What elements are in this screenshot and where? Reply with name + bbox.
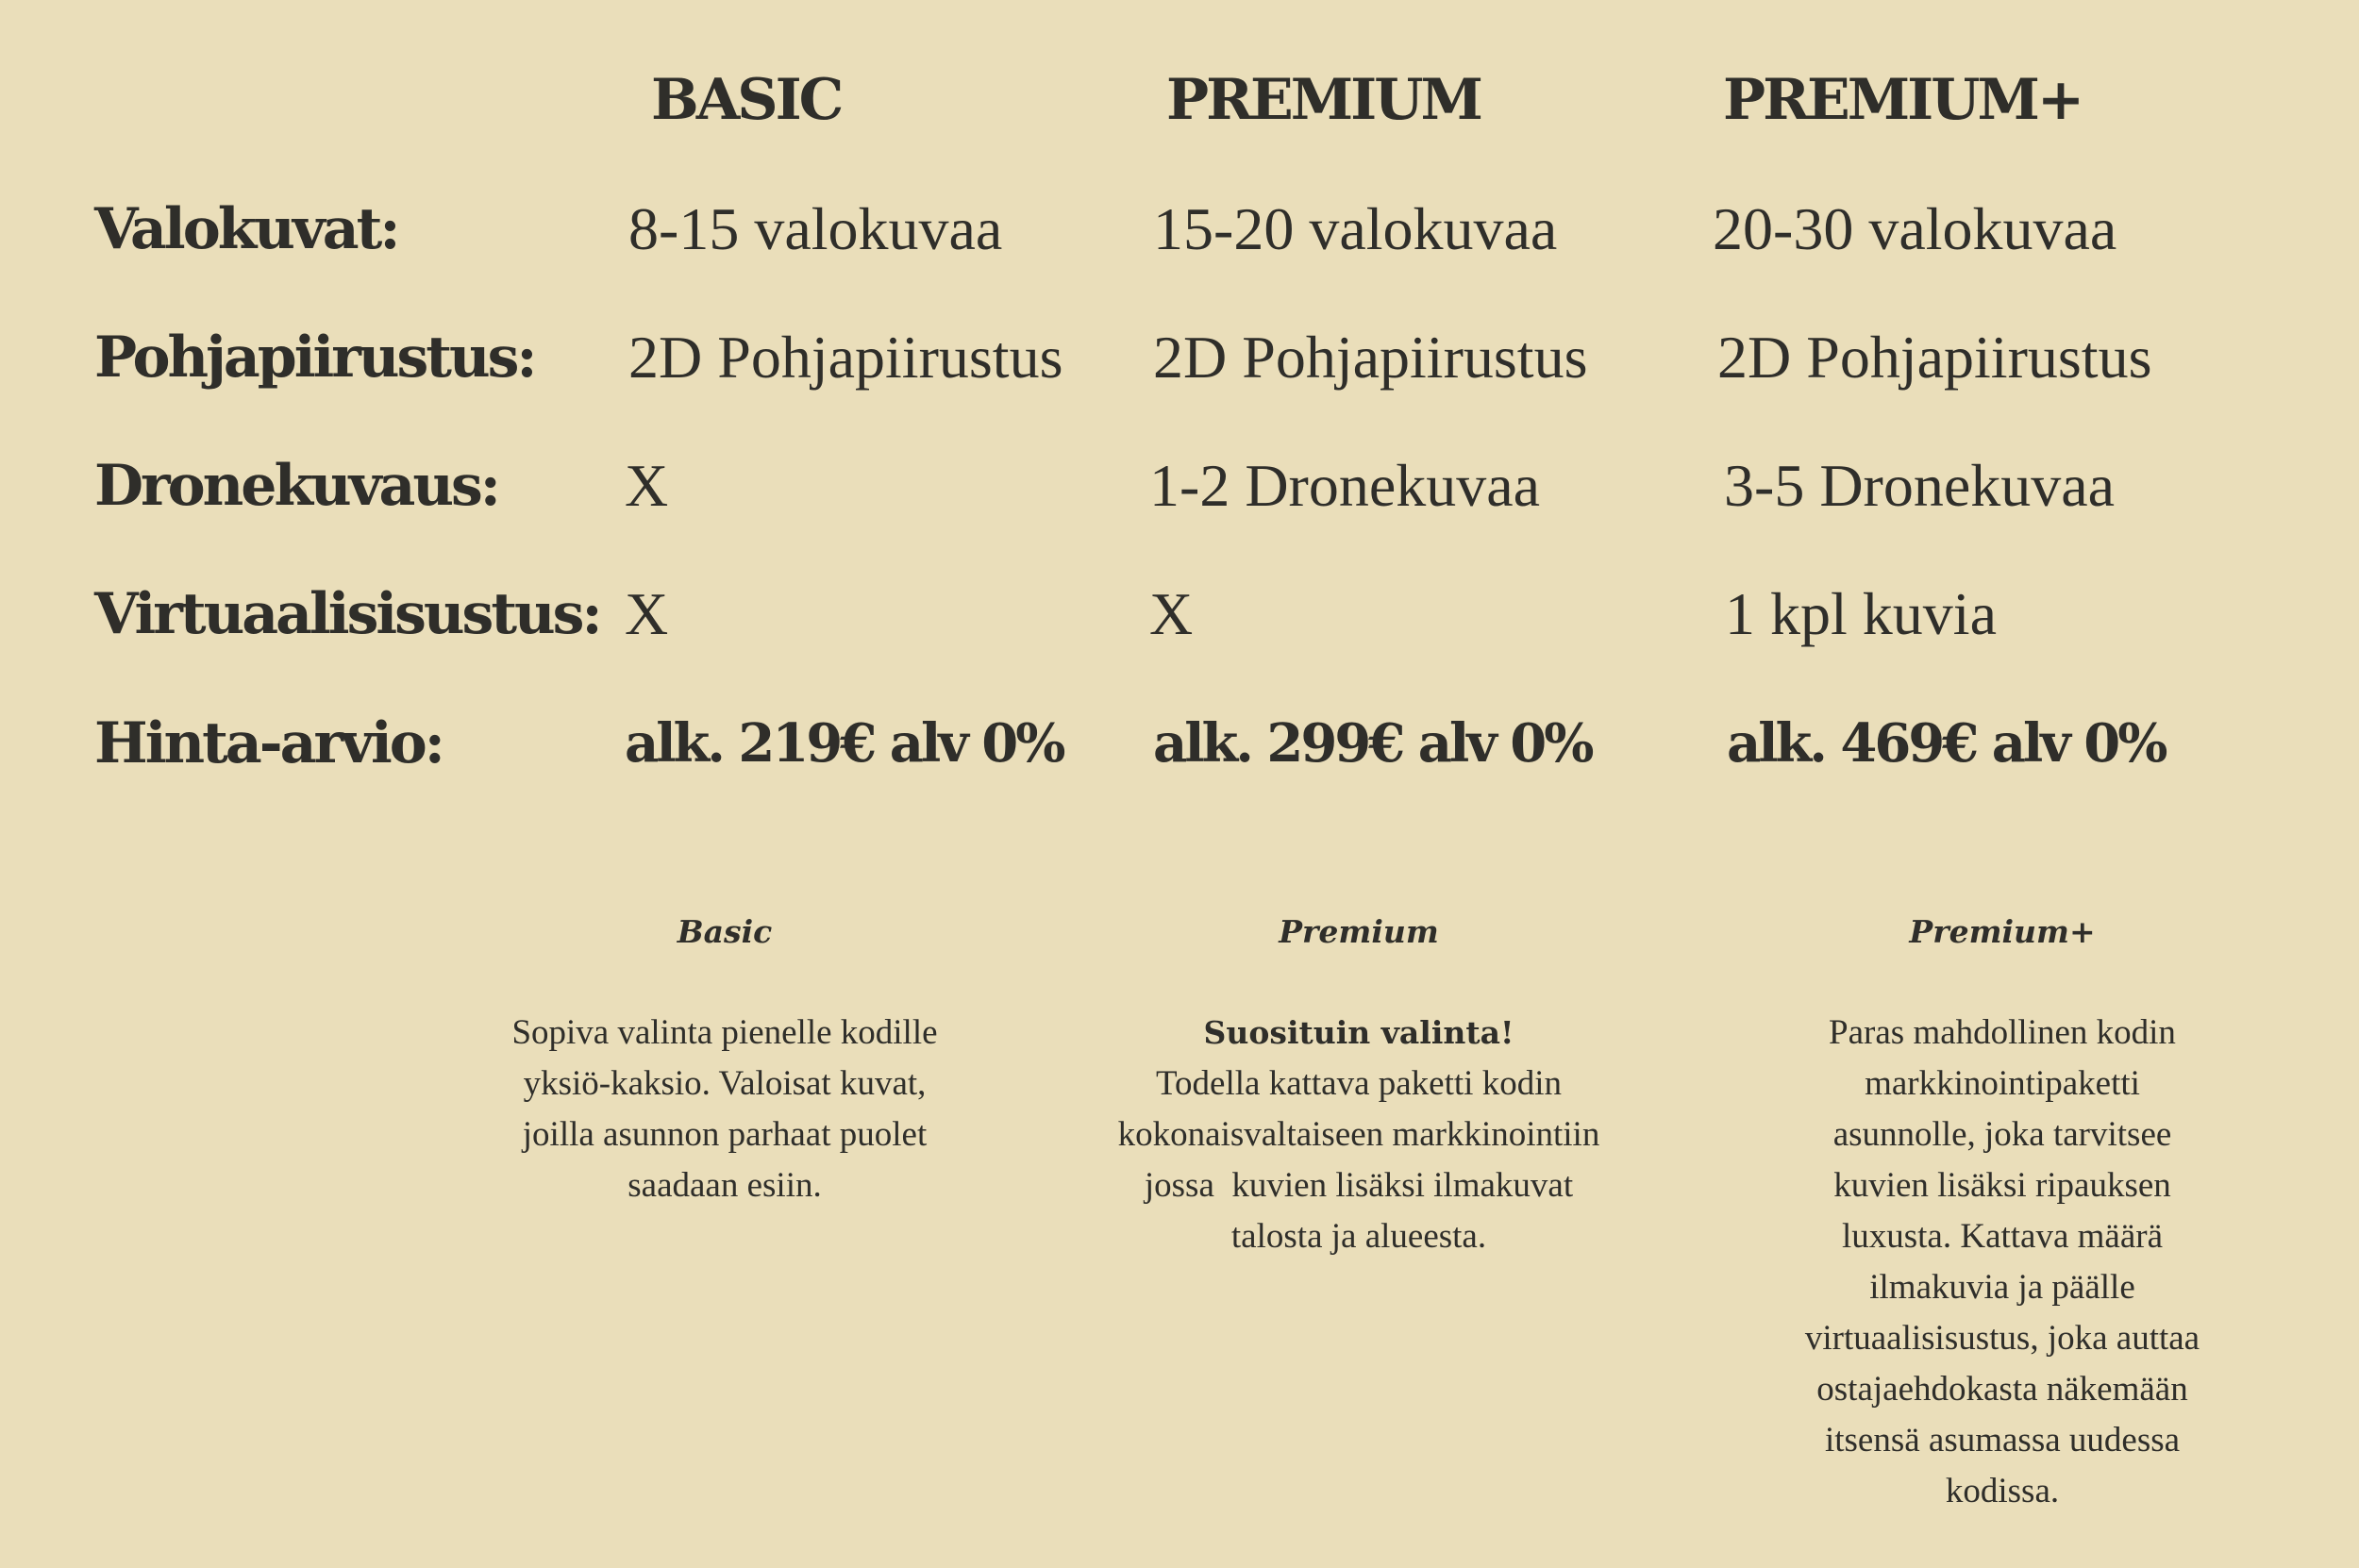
description-highlight: Suosituin valinta! (1203, 1014, 1514, 1051)
cell-price-premium-plus: alk. 469€ alv 0% (1727, 712, 2166, 775)
description-line: Sopiva valinta pienelle kodille (511, 1013, 938, 1052)
row-label-valokuvat: Valokuvat: (94, 196, 398, 262)
cell-pohjapiirustus-premium: 2D Pohjapiirustus (1153, 324, 1588, 391)
cell-pohjapiirustus-premium-plus: 2D Pohjapiirustus (1717, 324, 2152, 391)
description-line: itsensä asumassa uudessa (1824, 1421, 2181, 1460)
row-label-pohjapiirustus: Pohjapiirustus: (94, 325, 535, 391)
row-label-hinta-arvio: Hinta-arvio: (94, 710, 443, 776)
plan-heading-premium-plus: PREMIUM+ (1723, 67, 2083, 133)
description-line: ilmakuvia ja päälle (1869, 1268, 2135, 1307)
cell-virtuaalisisustus-basic: X (625, 580, 669, 647)
description-line: virtuaalisisustus, joka auttaa (1804, 1319, 2200, 1358)
description-body-premium-plus (1710, 1008, 2295, 1517)
description-body-premium (1038, 1008, 1680, 1262)
description-line: jossa kuvien lisäksi ilmakuvat (1144, 1166, 1574, 1205)
row-label-dronekuvaus: Dronekuvaus: (94, 453, 498, 519)
description-line: ostajaehdokasta näkemään (1816, 1370, 2188, 1409)
description-line: asunnolle, joka tarvitsee (1832, 1115, 2172, 1154)
cell-dronekuvaus-premium: 1-2 Dronekuvaa (1149, 452, 1541, 519)
cell-price-basic: alk. 219€ alv 0% (625, 712, 1063, 775)
cell-dronekuvaus-basic: X (625, 452, 669, 519)
description-line: yksiö-kaksio. Valoisat kuvat, (523, 1064, 927, 1103)
cell-valokuvat-premium-plus: 20-30 valokuvaa (1713, 195, 2117, 262)
description-line: kokonaisvaltaiseen markkinointiin (1117, 1115, 1600, 1154)
description-line: Todella kattava paketti kodin (1156, 1064, 1562, 1103)
description-line: talosta ja alueesta. (1230, 1217, 1487, 1256)
description-line: kuvien lisäksi ripauksen (1833, 1166, 2171, 1205)
description-body-basic (442, 1008, 1008, 1211)
description-line: kodissa. (1945, 1472, 2060, 1510)
description-line: saadaan esiin. (627, 1166, 822, 1205)
cell-valokuvat-basic: 8-15 valokuvaa (628, 195, 1003, 262)
description-title-basic: Basic (677, 913, 773, 950)
description-title-premium: Premium (1279, 913, 1439, 950)
plan-heading-premium: PREMIUM (1166, 67, 1481, 133)
description-line: luxusta. Kattava määrä (1841, 1217, 2164, 1256)
cell-dronekuvaus-premium-plus: 3-5 Dronekuvaa (1724, 452, 2116, 519)
description-line: joilla asunnon parhaat puolet (522, 1115, 928, 1154)
description-title-premium-plus: Premium+ (1909, 913, 2096, 950)
cell-virtuaalisisustus-premium-plus: 1 kpl kuvia (1725, 580, 1997, 647)
cell-virtuaalisisustus-premium: X (1149, 580, 1194, 647)
description-line: Paras mahdollinen kodin (1829, 1013, 2176, 1052)
row-label-virtuaalisisustus: Virtuaalisisustus: (94, 581, 600, 647)
cell-pohjapiirustus-basic: 2D Pohjapiirustus (628, 324, 1063, 391)
cell-price-premium: alk. 299€ alv 0% (1153, 712, 1592, 775)
plan-heading-basic: BASIC (651, 67, 842, 133)
description-line: markkinointipaketti (1865, 1064, 2140, 1103)
cell-valokuvat-premium: 15-20 valokuvaa (1153, 195, 1558, 262)
